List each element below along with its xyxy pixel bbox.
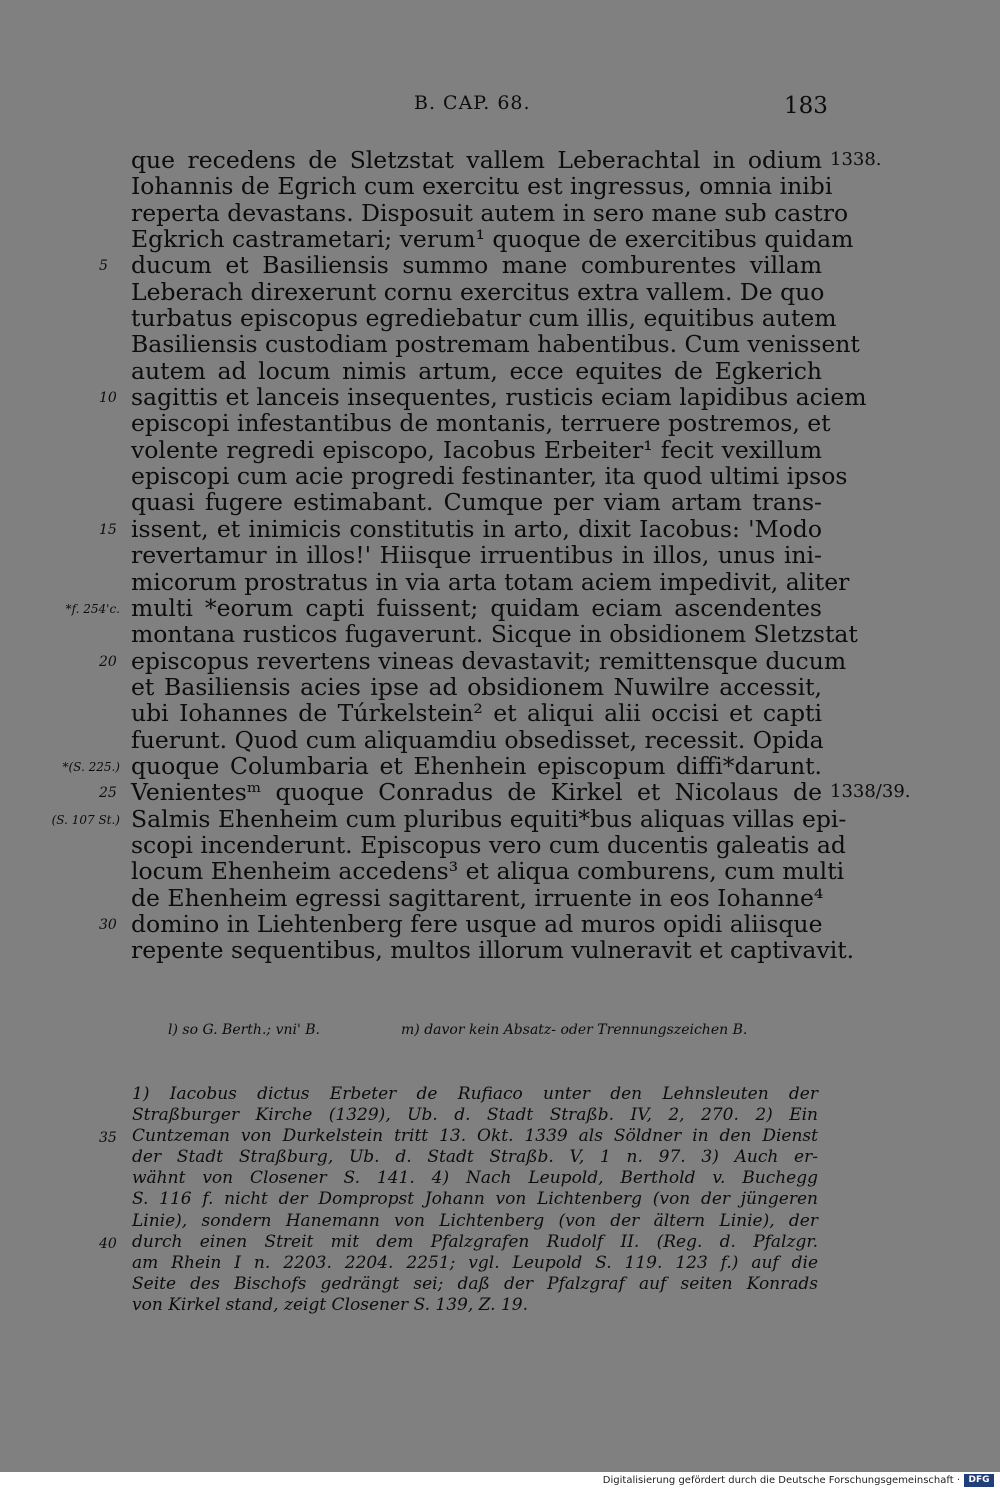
footnote-line — [0, 1274, 1000, 1295]
main-text-line-text: fuerunt. Quod cum aliquamdiu obsedisset, recessit. Opida — [131, 725, 824, 754]
main-text-line — [0, 331, 1000, 357]
main-text-line-text: domino in Liehtenberg fere usque ad muros opidi aliisque — [131, 909, 823, 938]
main-text-line-text: et Basiliensis acies ipse ad obsidionem Nuwilre accessit, — [131, 672, 822, 701]
main-text-line — [0, 569, 1000, 595]
main-text-line-text: sagittis et lanceis insequentes, rusticis eciam lapidibus aciem — [131, 383, 867, 412]
main-text-line-text: episcopus revertens vineas devastavit; remittensque ducum — [131, 646, 847, 675]
main-text-line-text: scopi incenderunt. Episcopus vero cum ducentis galeatis ad — [131, 830, 846, 859]
main-text-line-text: episcopi cum acie progredi festinanter, ita quod ultimi ipsos — [131, 462, 848, 491]
main-text-line-text: episcopi infestantibus de montanis, terruere postremos, et — [131, 409, 831, 438]
main-text-line-text: revertamur in illos!' Hiisque irruentibus in illos, unus ini- — [131, 541, 822, 570]
line-number: 15 — [99, 521, 117, 538]
footnote-line-text: von Kirkel stand, zeigt Closener S. 139, Z. 19. — [132, 1294, 529, 1315]
main-text-line-text: de Ehenheim egressi sagittarent, irruente in eos Iohanne⁴ — [131, 883, 824, 912]
footnote-line-text: Straßburger Kirche (1329), Ub. d. Stadt Straßb. IV, 2, 270. 2) Ein — [132, 1105, 818, 1126]
line-number: 25 — [99, 785, 117, 802]
main-text-line-text: Basiliensis custodiam postremam habentibus. Cum venissent — [131, 330, 860, 359]
main-text-line — [0, 806, 1000, 832]
footnote-line-text: der Stadt Straßburg, Ub. d. Stadt Straßb. V, 1 n. 97. 3) Auch er- — [132, 1147, 818, 1168]
footnote-line — [0, 1253, 1000, 1274]
main-text-line — [0, 858, 1000, 884]
main-text-line — [0, 753, 1000, 779]
line-number: 20 — [99, 653, 117, 670]
marginal-year: 1338. — [830, 149, 882, 170]
line-number: 35 — [99, 1130, 117, 1147]
main-text-line — [0, 463, 1000, 489]
main-text-line-text: quasi fugere estimabant. Cumque per viam artam trans- — [131, 488, 822, 517]
footnote-line-text: wähnt von Closener S. 141. 4) Nach Leupold, Berthold v. Buchegg — [132, 1168, 818, 1189]
main-text-line-text: Leberach direxerunt cornu exercitus extra vallem. De quo — [131, 277, 825, 306]
main-text-line-text: quoque Columbaria et Ehenhein episcopum diffi*darunt. — [131, 751, 822, 780]
footnote-line-text: 1) Iacobus dictus Erbeter de Rufiaco unter den Lehnsleuten der — [132, 1084, 818, 1104]
footnote-line-text: am Rhein I n. 2203. 2204. 2251; vgl. Leupold S. 119. 123 f.) auf die — [132, 1252, 818, 1273]
manuscript-reference: (S. 107 St.) — [51, 812, 120, 827]
dfg-logo: DFG — [964, 1474, 994, 1487]
main-text-line-text: ubi Iohannes de Túrkelstein² et aliqui alii occisi et capti — [131, 699, 822, 728]
main-text-block — [0, 147, 1000, 964]
main-text-line-text: Iohannis de Egrich cum exercitu est ingressus, omnia inibi — [131, 172, 833, 201]
main-text-line — [0, 279, 1000, 305]
footnote-line-text: S. 116 f. nicht der Dompropst Johann von Lichtenberg (von der jüngeren — [132, 1189, 818, 1210]
main-text-line — [0, 674, 1000, 700]
footnote-line — [0, 1211, 1000, 1232]
main-text-line-text: locum Ehenheim accedens³ et aliqua comburens, cum multi — [131, 857, 845, 886]
main-text-line — [0, 305, 1000, 331]
main-text-line-text: Venientesᵐ quoque Conradus de Kirkel et Nicolaus de — [131, 778, 822, 807]
main-text-line — [0, 437, 1000, 463]
main-text-line — [0, 648, 1000, 674]
main-text-line — [0, 779, 1000, 805]
footnote-line — [0, 1126, 1000, 1147]
main-text-line-text: Salmis Ehenheim cum pluribus equiti*bus aliquas villas epi- — [131, 804, 847, 833]
manuscript-reference: *f. 254'c. — [65, 601, 120, 616]
main-text-line-text: reperta devastans. Disposuit autem in sero mane sub castro — [131, 198, 849, 227]
footnote-line — [0, 1105, 1000, 1126]
main-text-line — [0, 147, 1000, 173]
footnote-line — [0, 1168, 1000, 1189]
main-text-line — [0, 937, 1000, 963]
main-text-line — [0, 832, 1000, 858]
main-text-line-text: turbatus episcopus egrediebatur cum illis, equitibus autem — [131, 304, 837, 333]
footnote-line-text: durch einen Streit mit dem Pfalzgrafen Rudolf II. (Reg. d. Pfalzgr. — [132, 1231, 818, 1252]
main-text-line — [0, 200, 1000, 226]
apparatus-note-l: l) so G. Berth.; vni' B. — [168, 1022, 321, 1038]
critical-apparatus — [168, 1022, 748, 1038]
main-text-line — [0, 911, 1000, 937]
footnote-line — [0, 1189, 1000, 1210]
main-text-line — [0, 173, 1000, 199]
page-number: 183 — [784, 93, 828, 119]
footnote-line — [0, 1232, 1000, 1253]
main-text-line — [0, 595, 1000, 621]
main-text-line-text: repente sequentibus, multos illorum vulneravit et captivavit. — [131, 936, 855, 965]
line-number: 30 — [99, 916, 117, 933]
footer-bar — [0, 1472, 1000, 1490]
main-text-line — [0, 727, 1000, 753]
main-text-line — [0, 489, 1000, 515]
footnote-line-text: Linie), sondern Hanemann von Lichtenberg (von der ältern Linie), der — [132, 1210, 818, 1231]
main-text-line-text: Egkrich castrametari; verum¹ quoque de exercitibus quidam — [131, 225, 854, 254]
footnote-line — [0, 1147, 1000, 1168]
main-text-line — [0, 885, 1000, 911]
main-text-line — [0, 384, 1000, 410]
footnotes-block — [0, 1084, 1000, 1316]
main-text-line-text: issent, et inimicis constitutis in arto, dixit Iacobus: 'Modo — [131, 514, 822, 543]
main-text-line-text: micorum prostratus in via arta totam aciem impedivit, aliter — [131, 567, 850, 596]
line-number: 40 — [99, 1235, 117, 1252]
main-text-line-text: montana rusticos fugaverunt. Sicque in obsidionem Sletzstat — [131, 620, 858, 649]
main-text-line-text: volente regredi episcopo, Iacobus Erbeiter¹ fecit vexillum — [131, 435, 822, 464]
main-text-line-text: autem ad locum nimis artum, ecce equites de Egkerich — [131, 356, 822, 385]
main-text-line — [0, 252, 1000, 278]
manuscript-reference: *(S. 225.) — [62, 759, 120, 774]
footnote-line — [0, 1084, 1000, 1105]
main-text-line — [0, 542, 1000, 568]
main-text-line-text: que recedens de Sletzstat vallem Leberachtal in odium — [131, 146, 822, 174]
running-head: B. CAP. 68. — [414, 92, 531, 114]
line-number: 5 — [99, 258, 108, 275]
line-number: 10 — [99, 390, 117, 407]
main-text-line — [0, 700, 1000, 726]
funding-credit: Digitalisierung gefördert durch die Deutsche Forschungsgemeinschaft · — [602, 1475, 960, 1486]
footnote-line-text: Seite des Bischofs gedrängt sei; daß der Pfalzgraf auf seiten Konrads — [132, 1273, 818, 1294]
main-text-line — [0, 516, 1000, 542]
main-text-line — [0, 226, 1000, 252]
footnote-line — [0, 1295, 1000, 1316]
apparatus-note-m: m) davor kein Absatz- oder Trennungszeichen B. — [401, 1022, 748, 1038]
marginal-year: 1338/39. — [830, 781, 911, 803]
main-text-line-text: ducum et Basiliensis summo mane comburentes villam — [131, 251, 822, 280]
footnote-line-text: Cuntzeman von Durkelstein tritt 13. Okt. 1339 als Söldner in den Dienst — [132, 1126, 818, 1147]
main-text-line — [0, 410, 1000, 436]
main-text-line — [0, 358, 1000, 384]
main-text-line — [0, 621, 1000, 647]
main-text-line-text: multi *eorum capti fuissent; quidam eciam ascendentes — [131, 593, 822, 622]
